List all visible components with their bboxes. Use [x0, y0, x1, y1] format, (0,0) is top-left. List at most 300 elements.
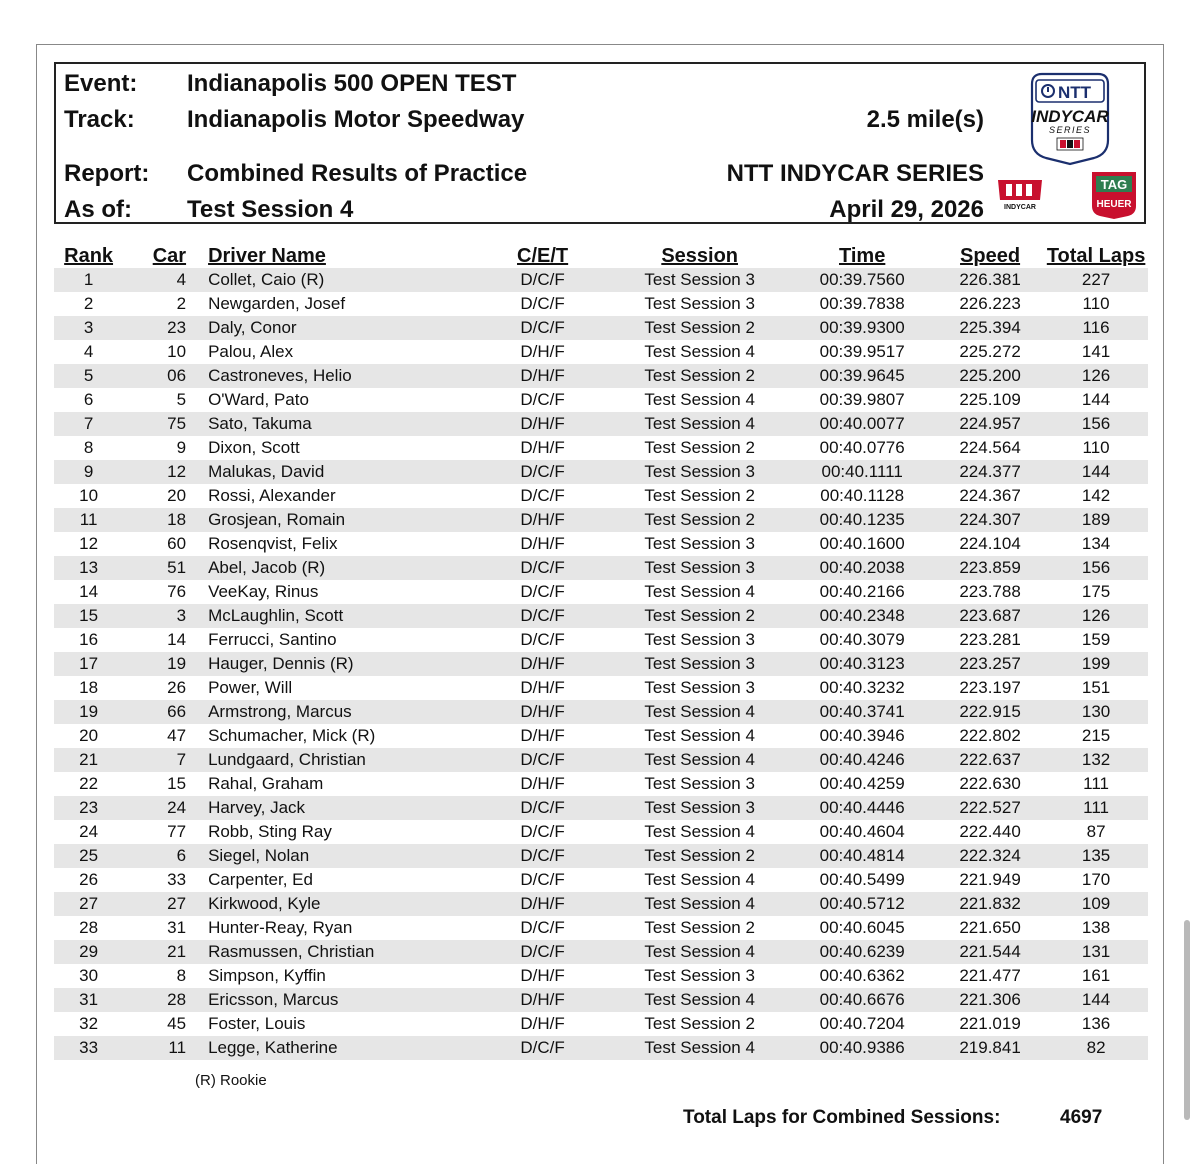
asof-label: As of:: [64, 196, 132, 223]
speed-cell: 221.832: [936, 892, 1044, 916]
time-cell: 00:40.9386: [788, 1036, 936, 1060]
table-row: [54, 388, 1148, 412]
cet-cell: D/H/F: [474, 364, 611, 388]
time-cell: 00:40.4814: [788, 844, 936, 868]
car-number: 2: [176, 294, 187, 313]
car-cell: [123, 556, 192, 580]
cet-cell: D/H/F: [474, 412, 611, 436]
session-cell: Test Session 4: [611, 892, 788, 916]
driver-cell: Carpenter, Ed: [208, 870, 313, 889]
car-cell: [123, 508, 192, 532]
driver-cell: Hunter-Reay, Ryan: [208, 918, 353, 937]
rank-cell: 2: [83, 294, 94, 313]
speed-cell: 226.381: [936, 268, 1044, 292]
car-number: 7: [176, 750, 187, 769]
car-number: 23: [167, 318, 187, 337]
time-cell: 00:40.1128: [820, 486, 905, 505]
session-cell: Test Session 4: [611, 412, 788, 436]
table-row: [54, 988, 1148, 1012]
car-number: 12: [167, 462, 187, 481]
rank-cell: 32: [79, 1014, 99, 1033]
laps-cell: 144: [1044, 460, 1148, 484]
car-cell: [123, 628, 192, 652]
time-cell: 00:40.3079: [819, 630, 905, 649]
car-number: 24: [167, 798, 187, 817]
car-number: 27: [167, 894, 187, 913]
car-cell: [123, 268, 192, 292]
car-cell: [123, 316, 192, 340]
speed-cell: 224.564: [959, 438, 1021, 457]
time-cell: 00:39.9807: [819, 390, 905, 409]
car-cell: [123, 988, 192, 1012]
rank-cell: 9: [54, 460, 123, 484]
laps-cell: 136: [1081, 1014, 1111, 1033]
rank-cell: 6: [83, 390, 94, 409]
driver-cell: Armstrong, Marcus: [192, 700, 474, 724]
laps-cell: 87: [1086, 822, 1106, 841]
ntt-logo-text: NTT: [1058, 83, 1092, 102]
car-cell: [123, 820, 192, 844]
car-cell: [123, 1012, 192, 1036]
cet-cell: D/C/F: [474, 460, 611, 484]
session-cell: Test Session 4: [644, 390, 755, 409]
car-cell: [123, 436, 192, 460]
speed-cell: 221.650: [959, 918, 1021, 937]
results-body: [54, 268, 1148, 1060]
time-cell: 00:40.1111: [788, 460, 936, 484]
car-cell: [123, 940, 192, 964]
session-cell: Test Session 2: [644, 486, 755, 505]
cet-cell: D/H/F: [474, 892, 611, 916]
ntt-indycar-logo: [1024, 70, 1116, 166]
laps-cell: 156: [1044, 556, 1148, 580]
cet-cell: D/H/F: [520, 342, 565, 361]
rank-cell: 1: [54, 268, 123, 292]
cet-cell: D/C/F: [474, 748, 611, 772]
session-cell: Test Session 2: [611, 364, 788, 388]
speed-cell: 222.915: [936, 700, 1044, 724]
car-cell: [123, 580, 192, 604]
car-cell: [123, 700, 192, 724]
car-cell: [123, 532, 192, 556]
driver-cell: Foster, Louis: [208, 1014, 306, 1033]
driver-cell: Robb, Sting Ray: [208, 822, 332, 841]
rank-cell: 18: [79, 678, 99, 697]
car-number: 76: [167, 582, 187, 601]
car-number: 10: [167, 342, 187, 361]
car-number: 14: [167, 630, 187, 649]
session-cell: Test Session 3: [644, 966, 755, 985]
time-cell: 00:40.2038: [788, 556, 936, 580]
table-row: [54, 892, 1148, 916]
rank-cell: 8: [83, 438, 94, 457]
rank-cell: 33: [54, 1036, 123, 1060]
table-row: [54, 268, 1148, 292]
laps-cell: 161: [1081, 966, 1111, 985]
car-cell: [123, 868, 192, 892]
laps-cell: 227: [1044, 268, 1148, 292]
time-cell: 00:40.0776: [819, 438, 905, 457]
speed-cell: 224.104: [959, 534, 1021, 553]
car-number: 15: [167, 774, 187, 793]
speed-cell: 223.281: [959, 630, 1021, 649]
rank-cell: 26: [79, 870, 99, 889]
report-page: [36, 44, 1164, 1164]
car-number: 11: [168, 1038, 187, 1057]
cet-cell: D/H/F: [520, 774, 565, 793]
track-label: Track:: [64, 106, 135, 133]
col-session-header: Session: [661, 245, 739, 267]
session-cell: Test Session 2: [611, 508, 788, 532]
speed-cell: 221.544: [936, 940, 1044, 964]
time-cell: 00:40.3232: [819, 678, 905, 697]
time-cell: 00:40.4446: [788, 796, 936, 820]
session-cell: Test Session 3: [611, 796, 788, 820]
cet-cell: D/C/F: [520, 486, 565, 505]
car-cell: [123, 484, 192, 508]
driver-cell: McLaughlin, Scott: [192, 604, 474, 628]
car-number: 45: [167, 1014, 187, 1033]
speed-cell: 219.841: [936, 1036, 1044, 1060]
table-row: [54, 1012, 1148, 1036]
session-cell: Test Session 2: [644, 918, 755, 937]
rank-cell: 25: [54, 844, 123, 868]
report-value: Combined Results of Practice: [187, 160, 528, 187]
cet-cell: D/C/F: [520, 582, 565, 601]
session-cell: Test Session 4: [644, 582, 755, 601]
rank-cell: 15: [54, 604, 123, 628]
col-time-header: Time: [839, 245, 886, 267]
cet-cell: D/H/F: [520, 534, 565, 553]
tag-text: TAG: [1100, 177, 1128, 192]
cet-cell: D/C/F: [520, 918, 565, 937]
laps-cell: 82: [1044, 1036, 1148, 1060]
heuer-text: HEUER: [1096, 199, 1132, 210]
time-cell: 00:40.6045: [819, 918, 905, 937]
table-row: [54, 532, 1148, 556]
driver-cell: Legge, Katherine: [192, 1036, 474, 1060]
cet-cell: D/C/F: [520, 390, 565, 409]
time-cell: 00:40.2166: [819, 582, 905, 601]
car-number: 6: [176, 846, 187, 865]
cet-cell: D/C/F: [474, 940, 611, 964]
driver-cell: Rahal, Graham: [208, 774, 324, 793]
time-cell: 00:40.5499: [819, 870, 905, 889]
rank-cell: 20: [79, 726, 99, 745]
table-row: [54, 604, 1148, 628]
table-row: [54, 940, 1148, 964]
speed-cell: 225.272: [959, 342, 1021, 361]
time-cell: 00:40.3741: [788, 700, 936, 724]
driver-cell: Rasmussen, Christian: [192, 940, 474, 964]
car-number: 8: [176, 966, 187, 985]
table-row: [54, 844, 1148, 868]
table-row: [54, 820, 1148, 844]
session-cell: Test Session 3: [611, 556, 788, 580]
session-cell: Test Session 3: [644, 534, 755, 553]
rank-cell: 4: [83, 342, 94, 361]
laps-cell: 126: [1044, 364, 1148, 388]
rank-cell: 14: [79, 582, 99, 601]
speed-cell: 222.527: [936, 796, 1044, 820]
speed-cell: 223.687: [936, 604, 1044, 628]
table-row: [54, 628, 1148, 652]
driver-cell: Simpson, Kyffin: [208, 966, 326, 985]
speed-cell: 224.307: [936, 508, 1044, 532]
driver-cell: Palou, Alex: [208, 342, 294, 361]
speed-cell: 223.257: [936, 652, 1044, 676]
time-cell: 00:40.6676: [788, 988, 936, 1012]
col-car-header-label: Car: [152, 245, 187, 267]
rank-cell: 27: [54, 892, 123, 916]
rookie-note: (R) Rookie: [195, 1072, 267, 1089]
rank-cell: 24: [79, 822, 99, 841]
rank-cell: 13: [54, 556, 123, 580]
rank-cell: 11: [54, 508, 123, 532]
small-indycar-text: INDYCAR: [1004, 204, 1036, 211]
laps-cell: 175: [1081, 582, 1111, 601]
car-number: 66: [167, 702, 187, 721]
speed-cell: 222.630: [959, 774, 1021, 793]
series-logo-text: SERIES: [1048, 125, 1092, 135]
table-row: [54, 484, 1148, 508]
time-cell: 00:40.3123: [788, 652, 936, 676]
table-row: [54, 700, 1148, 724]
laps-cell: 109: [1044, 892, 1148, 916]
cet-cell: D/H/F: [474, 508, 611, 532]
session-cell: Test Session 3: [644, 774, 755, 793]
car-cell: [123, 676, 192, 700]
laps-cell: 126: [1044, 604, 1148, 628]
speed-cell: 223.197: [959, 678, 1021, 697]
track-value: Indianapolis Motor Speedway: [187, 106, 525, 133]
driver-cell: Ferrucci, Santino: [208, 630, 337, 649]
report-header: [54, 62, 1146, 224]
col-laps-header: Total Laps: [1046, 245, 1146, 267]
laps-cell: 142: [1081, 486, 1111, 505]
time-cell: 00:40.1235: [788, 508, 936, 532]
car-number: 60: [167, 534, 187, 553]
time-cell: 00:40.2348: [788, 604, 936, 628]
speed-cell: 225.109: [959, 390, 1021, 409]
laps-cell: 110: [1082, 438, 1110, 457]
driver-cell: Sato, Takuma: [192, 412, 474, 436]
session-cell: Test Session 2: [644, 1014, 755, 1033]
driver-cell: Harvey, Jack: [192, 796, 474, 820]
laps-cell: 215: [1081, 726, 1111, 745]
cet-cell: D/H/F: [520, 678, 565, 697]
session-cell: Test Session 4: [644, 822, 755, 841]
session-cell: Test Session 2: [611, 316, 788, 340]
driver-cell: Grosjean, Romain: [192, 508, 474, 532]
car-cell: [123, 604, 192, 628]
table-row: [54, 412, 1148, 436]
cet-cell: D/C/F: [474, 604, 611, 628]
car-cell: [123, 796, 192, 820]
event-label: Event:: [64, 70, 138, 97]
car-cell: [123, 892, 192, 916]
speed-cell: 222.324: [936, 844, 1044, 868]
car-cell: [123, 292, 192, 316]
table-header-row: [54, 240, 1148, 268]
time-cell: 00:40.4259: [819, 774, 905, 793]
session-cell: Test Session 4: [644, 726, 755, 745]
time-cell: 00:40.5712: [788, 892, 936, 916]
rank-cell: 12: [79, 534, 99, 553]
time-cell: 00:40.6239: [788, 940, 936, 964]
cet-cell: D/C/F: [520, 870, 565, 889]
table-row: [54, 364, 1148, 388]
session-cell: Test Session 2: [611, 844, 788, 868]
vertical-scrollbar[interactable]: [1184, 920, 1190, 1120]
table-row: [54, 1036, 1148, 1060]
event-value: Indianapolis 500 OPEN TEST: [187, 70, 517, 97]
laps-cell: 116: [1044, 316, 1148, 340]
driver-cell: O'Ward, Pato: [208, 390, 309, 409]
laps-cell: 135: [1044, 844, 1148, 868]
cet-cell: D/H/F: [520, 1014, 565, 1033]
laps-cell: 111: [1044, 796, 1148, 820]
cet-cell: D/H/F: [520, 966, 565, 985]
laps-cell: 159: [1081, 630, 1111, 649]
cet-cell: D/H/F: [520, 438, 565, 457]
session-cell: Test Session 3: [644, 678, 755, 697]
table-row: [54, 676, 1148, 700]
report-label: Report:: [64, 160, 150, 187]
car-number: 51: [167, 558, 187, 577]
results-table: [54, 240, 1148, 1060]
speed-cell: 221.949: [959, 870, 1021, 889]
car-cell: [123, 772, 192, 796]
time-cell: 00:40.4246: [788, 748, 936, 772]
table-row: [54, 868, 1148, 892]
driver-cell: Collet, Caio (R): [192, 268, 474, 292]
session-cell: Test Session 3: [611, 268, 788, 292]
laps-cell: 141: [1081, 342, 1111, 361]
car-cell: [123, 916, 192, 940]
rank-cell: 29: [54, 940, 123, 964]
car-cell: [123, 388, 192, 412]
session-cell: Test Session 4: [611, 1036, 788, 1060]
laps-cell: 138: [1081, 918, 1111, 937]
indycar-small-logo: [996, 176, 1044, 212]
time-cell: 00:40.1600: [819, 534, 905, 553]
col-rank-header: Rank: [64, 245, 114, 267]
speed-cell: 226.223: [959, 294, 1021, 313]
laps-cell: 151: [1081, 678, 1111, 697]
rank-cell: 22: [79, 774, 99, 793]
car-cell: [123, 1036, 192, 1060]
speed-cell: 221.019: [959, 1014, 1021, 1033]
car-cell: [123, 844, 192, 868]
rank-cell: 30: [79, 966, 99, 985]
driver-cell: Siegel, Nolan: [192, 844, 474, 868]
time-cell: 00:39.9517: [819, 342, 905, 361]
cet-cell: D/C/F: [474, 1036, 611, 1060]
car-cell: [123, 748, 192, 772]
speed-cell: 222.440: [959, 822, 1021, 841]
car-number: 47: [167, 726, 187, 745]
speed-cell: 221.477: [959, 966, 1021, 985]
laps-cell: 156: [1044, 412, 1148, 436]
car-number: 28: [167, 990, 187, 1009]
table-row: [54, 916, 1148, 940]
session-cell: Test Session 3: [644, 630, 755, 649]
total-laps-label: Total Laps for Combined Sessions:: [683, 1107, 1001, 1128]
session-cell: Test Session 4: [644, 870, 755, 889]
car-number: 4: [176, 270, 187, 289]
car-number: 5: [176, 390, 187, 409]
driver-cell: Kirkwood, Kyle: [192, 892, 474, 916]
table-row: [54, 652, 1148, 676]
tag-heuer-logo: [1088, 170, 1140, 220]
rank-cell: 31: [54, 988, 123, 1012]
driver-cell: Malukas, David: [192, 460, 474, 484]
table-row: [54, 460, 1148, 484]
rank-cell: 3: [54, 316, 123, 340]
car-number: 77: [167, 822, 187, 841]
session-cell: Test Session 4: [644, 342, 755, 361]
driver-cell: Lundgaard, Christian: [192, 748, 474, 772]
laps-cell: 132: [1044, 748, 1148, 772]
rank-cell: 10: [79, 486, 99, 505]
laps-cell: 199: [1044, 652, 1148, 676]
speed-cell: 224.957: [936, 412, 1044, 436]
laps-cell: 144: [1044, 988, 1148, 1012]
session-cell: Test Session 4: [611, 940, 788, 964]
session-cell: Test Session 4: [611, 700, 788, 724]
table-row: [54, 580, 1148, 604]
speed-cell: 224.367: [959, 486, 1021, 505]
cet-cell: D/H/F: [474, 700, 611, 724]
table-row: [54, 556, 1148, 580]
col-car-header: [123, 240, 192, 268]
car-number: 33: [167, 870, 187, 889]
table-row: [54, 292, 1148, 316]
col-speed-header: Speed: [960, 245, 1021, 267]
report-date: April 29, 2026: [829, 196, 984, 223]
col-driver-header: Driver Name: [208, 245, 326, 267]
driver-cell: Power, Will: [208, 678, 293, 697]
driver-cell: Hauger, Dennis (R): [192, 652, 474, 676]
driver-cell: Castroneves, Helio: [192, 364, 474, 388]
car-number: 3: [176, 606, 187, 625]
asof-value: Test Session 4: [187, 196, 354, 223]
car-number: 18: [167, 510, 187, 529]
laps-cell: 131: [1044, 940, 1148, 964]
cet-cell: D/H/F: [474, 988, 611, 1012]
session-cell: Test Session 4: [611, 988, 788, 1012]
driver-cell: Daly, Conor: [192, 316, 474, 340]
speed-cell: 225.200: [936, 364, 1044, 388]
table-row: [54, 748, 1148, 772]
car-cell: [123, 412, 192, 436]
rank-cell: 16: [79, 630, 99, 649]
speed-cell: 221.306: [936, 988, 1044, 1012]
cet-cell: D/C/F: [520, 630, 565, 649]
table-row: [54, 316, 1148, 340]
table-row: [54, 724, 1148, 748]
laps-cell: 144: [1081, 390, 1111, 409]
table-row: [54, 772, 1148, 796]
rank-cell: 7: [54, 412, 123, 436]
col-cet-header: C/E/T: [517, 245, 569, 267]
cet-cell: D/C/F: [520, 822, 565, 841]
rank-cell: 19: [54, 700, 123, 724]
time-cell: 00:39.7838: [819, 294, 905, 313]
track-length: 2.5 mile(s): [866, 106, 984, 133]
session-cell: Test Session 2: [644, 438, 755, 457]
